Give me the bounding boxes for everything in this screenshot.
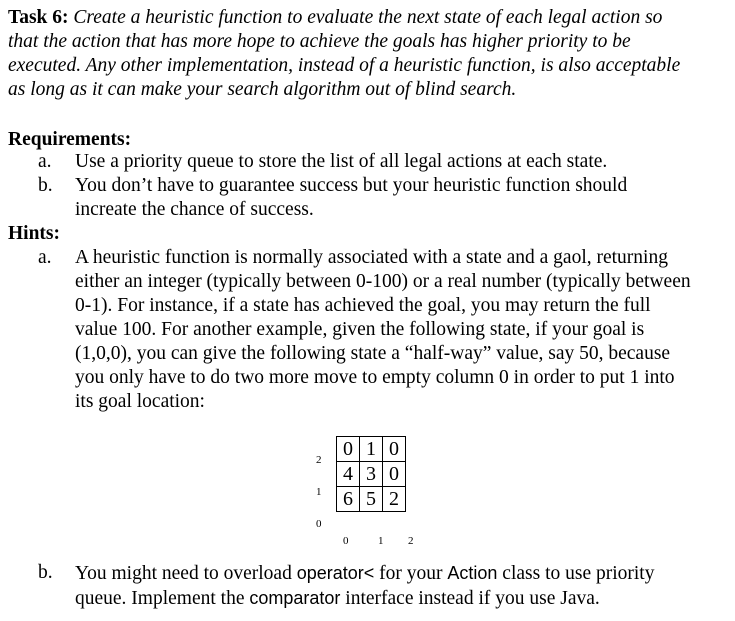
requirement-a (38, 150, 728, 174)
hints-heading: Hints: (8, 223, 61, 244)
hint-b-text: You might need to overload (75, 563, 297, 584)
requirements-heading: Requirements: (8, 129, 132, 150)
hint-b-text: for your (374, 563, 448, 584)
grid-cell: 6 (337, 487, 360, 512)
grid-cell: 0 (383, 437, 406, 462)
hint-a-marker: a. (38, 247, 52, 268)
grid-cell: 1 (360, 437, 383, 462)
requirement-a-text: Use a priority queue to store the list of all legal actions at each state. (75, 151, 608, 172)
grid-cell: 2 (383, 487, 406, 512)
hint-a-line-1: A heuristic function is normally associated with a state and a gaol, returning (75, 247, 668, 268)
row-label-1: 1 (316, 486, 322, 498)
hint-a-line-4: value 100. For another example, given the following state, if your goal is (75, 319, 645, 340)
task-line-4: as long as it can make your search algorithm out of blind search. (8, 79, 517, 100)
row-label-0: 0 (316, 518, 322, 530)
state-grid (336, 436, 406, 512)
action-code: Action (447, 563, 498, 583)
task-line-3: executed. Any other implementation, instead of a heuristic function, is also acceptable (8, 55, 681, 76)
hint-a (38, 246, 728, 414)
hint-b-line-2 (75, 586, 654, 611)
col-label-1: 1 (378, 535, 384, 547)
hint-b-marker: b. (38, 562, 53, 583)
task-line-1: Create a heuristic function to evaluate the next state of each legal action so (73, 7, 663, 28)
hint-a-line-6: you only have to do two more move to empty column 0 in order to put 1 into (75, 367, 675, 388)
col-label-0: 0 (343, 535, 349, 547)
task-line-2: that the action that has more hope to achieve the goals has higher priority to be (8, 31, 631, 52)
requirement-b-marker: b. (38, 175, 53, 196)
hint-b-text: class to use priority (497, 563, 655, 584)
task-label: Task 6: (8, 7, 69, 28)
requirement-b (38, 174, 728, 222)
comparator-code: comparator (249, 588, 341, 608)
grid-cell: 0 (337, 437, 360, 462)
hint-a-line-5: (1,0,0), you can give the following state a “half-way” value, say 50, because (75, 343, 671, 364)
grid-cell: 3 (360, 462, 383, 487)
hint-b-text: interface instead if you use Java. (340, 588, 600, 609)
col-label-2: 2 (408, 535, 414, 547)
grid-cell: 5 (360, 487, 383, 512)
hint-a-line-2: either an integer (typically between 0-100) or a real number (typically between (75, 271, 691, 292)
grid-cell: 4 (337, 462, 360, 487)
requirement-b-line-2: increate the chance of success. (75, 199, 314, 220)
grid-row (337, 487, 406, 512)
grid-row (337, 462, 406, 487)
requirement-a-marker: a. (38, 151, 52, 172)
hint-b (38, 561, 728, 609)
hint-a-line-3: 0-1). For instance, if a state has achieved the goal, you may return the full (75, 295, 651, 316)
operator-code: operator< (296, 563, 375, 583)
hint-b-text: queue. Implement the (75, 588, 250, 609)
grid-row (337, 437, 406, 462)
grid-cell: 0 (383, 462, 406, 487)
row-label-2: 2 (316, 454, 322, 466)
hint-a-line-7: its goal location: (75, 391, 205, 412)
hint-b-line-1 (75, 561, 654, 586)
requirement-b-line-1: You don’t have to guarantee success but your heuristic function should (75, 175, 628, 196)
task-paragraph (8, 6, 730, 102)
